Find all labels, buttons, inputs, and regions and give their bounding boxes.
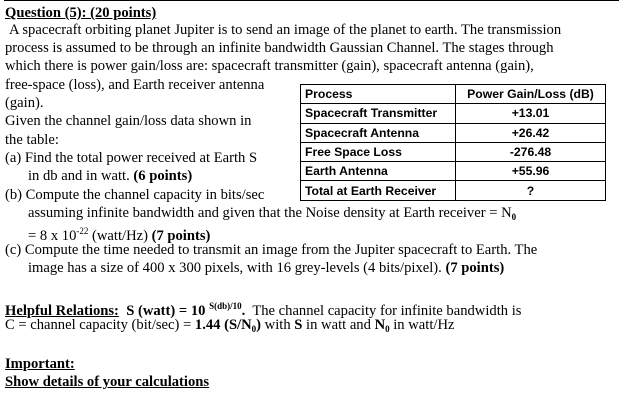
in-watt-text: in watt and xyxy=(302,317,375,333)
noise-value: = 8 x 10 xyxy=(28,228,77,244)
table-row xyxy=(301,104,606,123)
top-rule xyxy=(4,0,619,1)
row-value: -276.48 xyxy=(456,142,606,161)
table-row xyxy=(301,162,606,181)
part-b-noise-text: assuming infinite bandwidth and given that the Noise density at Earth receiver = N xyxy=(28,205,512,221)
s-tail: . xyxy=(241,303,246,319)
part-c-line-2 xyxy=(28,260,504,277)
helpful-line-2 xyxy=(5,317,454,338)
row-process: Total at Earth Receiver xyxy=(301,181,456,200)
table-row xyxy=(301,181,606,200)
n-symbol: N xyxy=(374,317,386,333)
table-row xyxy=(301,123,606,142)
part-c-line-1: (c) Compute the time needed to transmit an image from the Jupiter spacecraft to Earth. The xyxy=(5,242,538,258)
row-value: +55.96 xyxy=(456,162,606,181)
s-exponent: S(db)/10 xyxy=(209,301,242,311)
capacity-label: C = channel capacity (bit/sec) = xyxy=(5,317,195,333)
capacity-intro: The channel capacity for infinite bandwidth is xyxy=(252,303,522,319)
intro-line-3: which there is power gain/loss are: spacecraft transmitter (gain), spacecraft antenna (gain), xyxy=(5,58,534,74)
s-symbol: S xyxy=(294,317,303,333)
helpful-label: Helpful Relations: xyxy=(5,303,119,319)
important-label: Important: xyxy=(5,356,75,372)
row-process: Earth Antenna xyxy=(301,162,456,181)
row-process: Spacecraft Antenna xyxy=(301,123,456,142)
intro-line-4: free-space (loss), and Earth receiver antenna xyxy=(5,77,265,93)
row-process: Spacecraft Transmitter xyxy=(301,104,456,123)
intro-line-7: the table: xyxy=(5,132,59,148)
part-a-points: (6 points) xyxy=(133,168,193,184)
part-c-points: (7 points) xyxy=(445,260,505,276)
part-a-text: in db and in watt. xyxy=(28,168,130,184)
formula-n0-subscript: 0 xyxy=(251,324,257,334)
n-symbol-subscript: 0 xyxy=(385,324,390,334)
part-b-points: (7 points) xyxy=(151,228,211,244)
row-value: +26.42 xyxy=(456,123,606,142)
formula-with: with xyxy=(261,317,295,333)
table-row xyxy=(301,142,606,161)
question-title: Question (5): (20 points) xyxy=(5,5,157,21)
part-b-line-1: (b) Compute the channel capacity in bits/sec xyxy=(5,187,265,203)
intro-line-6: Given the channel gain/loss data shown in xyxy=(5,113,252,129)
important-text: Show details of your calculations xyxy=(5,374,210,390)
in-watt-hz-text: in watt/Hz xyxy=(389,317,455,333)
capacity-formula: 1.44 (S/N xyxy=(194,317,252,333)
part-a-line-1: (a) Find the total power received at Earth S xyxy=(5,150,258,166)
intro-line-2: process is assumed to be through an infinite bandwidth Gaussian Channel. The stages through xyxy=(5,40,554,56)
noise-exponent: -22 xyxy=(76,226,89,236)
noise-unit: (watt/Hz) xyxy=(88,228,152,244)
intro-line-5: (gain). xyxy=(5,95,44,111)
part-a-line-2 xyxy=(28,168,192,185)
n0-subscript: 0 xyxy=(511,212,517,222)
intro-line-1: A spacecraft orbiting planet Jupiter is to send an image of the planet to earth. The transmission xyxy=(9,22,562,38)
row-process: Free Space Loss xyxy=(301,142,456,161)
formula-close: ) xyxy=(256,317,262,333)
gain-loss-table xyxy=(300,84,606,201)
header-power: Power Gain/Loss (dB) xyxy=(456,85,606,104)
table-header-row xyxy=(301,85,606,104)
s-formula: S (watt) = 10 xyxy=(126,303,206,319)
header-process: Process xyxy=(301,85,456,104)
row-value: ? xyxy=(456,181,606,200)
row-value: +13.01 xyxy=(456,104,606,123)
part-c-text: image has a size of 400 x 300 pixels, with 16 grey-levels (4 bits/pixel). xyxy=(28,260,446,276)
